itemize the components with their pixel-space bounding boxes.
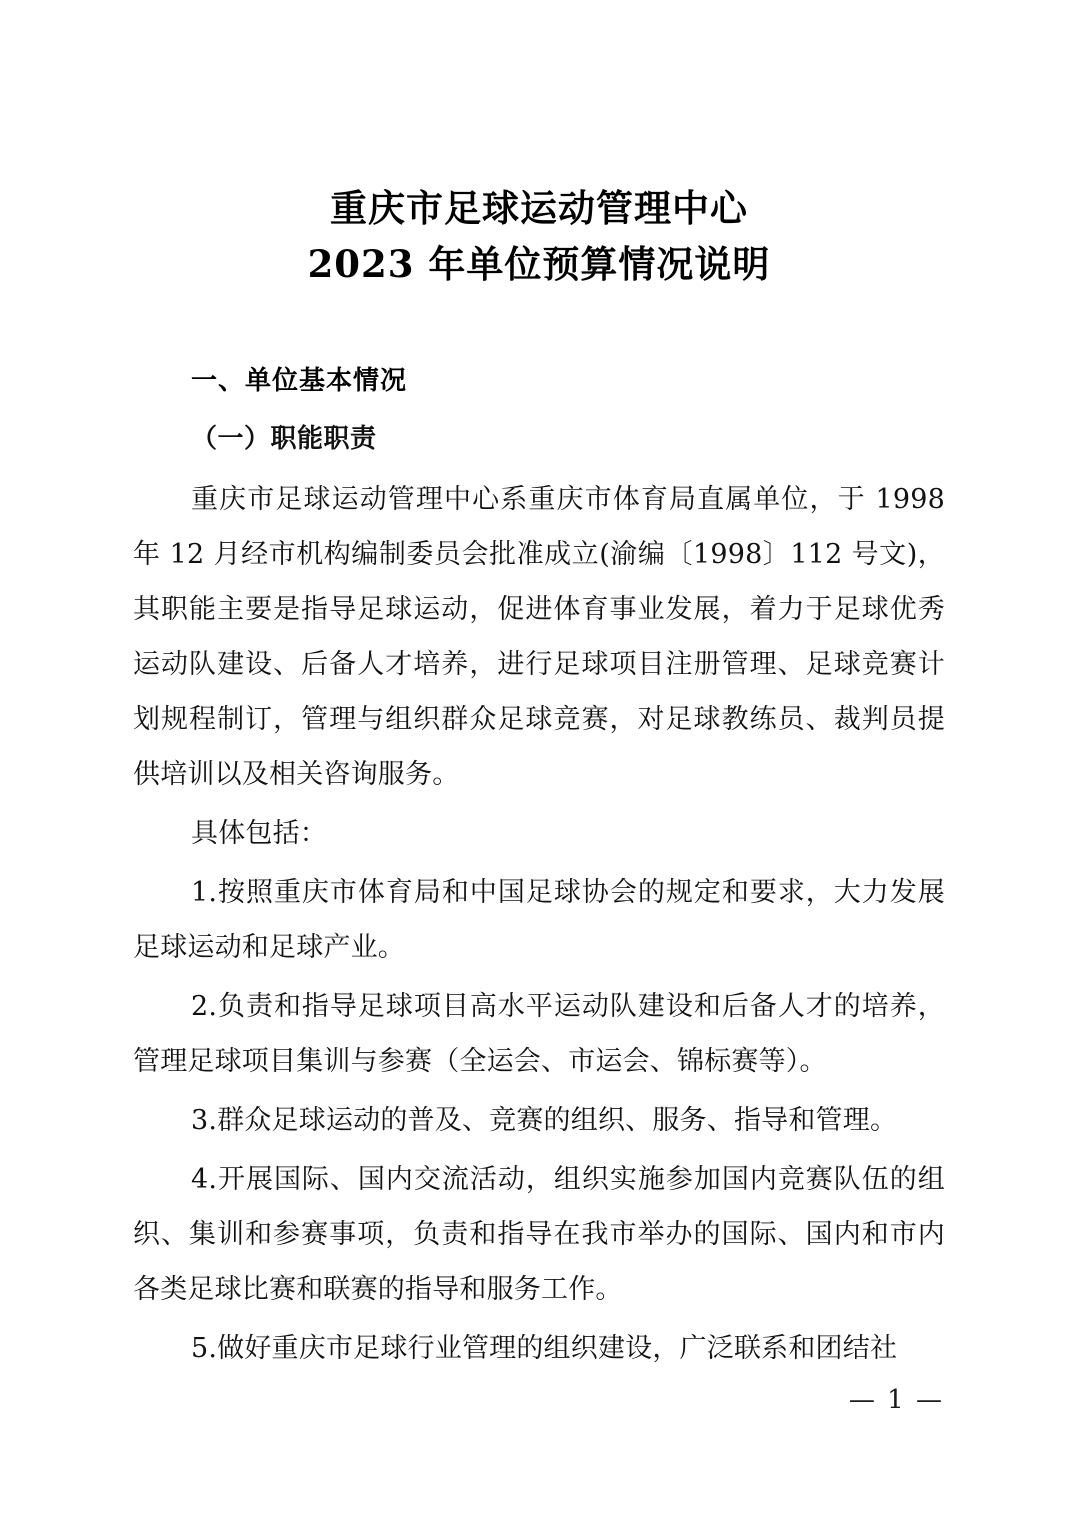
page-title — [133, 0, 945, 292]
paragraph: 4.开展国际、国内交流活动，组织实施参加国内竞赛队伍的组织、集训和参赛事项，负责和指导在我市举办的国际、国内和市内各类足球比赛和联赛的指导和服务工作。 — [133, 1164, 945, 1305]
paragraph: 1.按照重庆市体育局和中国足球协会的规定和要求，大力发展足球运动和足球产业。 — [133, 877, 945, 963]
sub-heading: （一）职能职责 — [191, 424, 377, 454]
paragraph: 5.做好重庆市足球行业管理的组织建设，广泛联系和团结社 — [191, 1333, 898, 1364]
paragraph: 2.负责和指导足球项目高水平运动队建设和后备人才的培养，管理足球项目集训与参赛（全运会、市运会、锦标赛等）。 — [133, 991, 945, 1077]
paragraph: 具体包括： — [191, 818, 327, 849]
page-title-line-1: 重庆市足球运动管理中心 — [330, 186, 748, 230]
page-number: — 1 — — [848, 1385, 944, 1415]
page-title-line-2: 2023 年单位预算情况说明 — [307, 242, 771, 286]
paragraph: 重庆市足球运动管理中心系重庆市体育局直属单位，于 1998 年 12 月经市机构编制委员会批准成立(渝编〔1998〕112 号文)，其职能主要是指导足球运动，促进体育事业发展，着力于足球优秀运动队建设、后备人才培养，进行足球项目注册管理、足球竞赛计划规程制订，管理与组织群众足球竞赛，对足球教练员、裁判员提供培训以及相关咨询服务。 — [133, 484, 945, 790]
paragraph: 3.群众足球运动的普及、竞赛的组织、服务、指导和管理。 — [191, 1105, 898, 1136]
section-heading: 一、单位基本情况 — [191, 366, 408, 396]
page-content — [133, 0, 945, 1376]
